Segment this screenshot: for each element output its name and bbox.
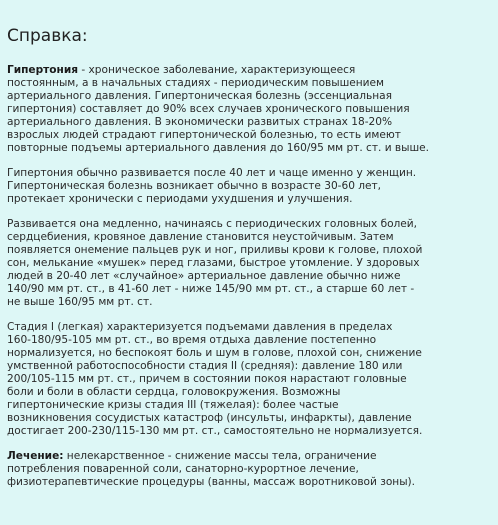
text-line: гипертонические кризы стадия III (тяжелая): более частые [7,399,339,411]
text-line: боли и боли в области сердца, головокружения. Возможны [7,386,341,398]
treatment-first-line [7,450,492,463]
text-line: артериального давления. В экономически развитых странах 18-20% [7,116,393,128]
text-line: Гипертония обычно развивается после 40 лет и чаще именно у женщин. [7,167,417,179]
text-line: гипертония) составляет до 90% всех случаев хронического повышения [7,103,410,115]
text-line: артериального давления. Гипертоническая болезнь (эссенциальная [7,90,392,102]
text-line: сон, мелькание «мушек» перед глазами, быстрое утомление. У здоровых [7,257,420,269]
text-line: физиотерапевтические процедуры (ванны, массаж воротниковой зоны). [7,476,416,488]
text-line: потребления поваренной соли, санаторно-курортное лечение, [7,463,359,475]
text-line: постоянным, а в начальных стадиях - периодическим повышением [7,77,385,89]
text-line: не выше 160/95 мм рт. ст. [7,296,153,308]
term-hypertension: Гипертония [7,64,79,76]
text-line: протекает хронически с периодами ухудшения и улучшения. [7,193,353,205]
text-line: людей в 20-40 лет «случайное» артериальное давление обычно ниже [7,270,401,282]
term-treatment: Лечение: [7,450,64,462]
text-line: сердцебиения, кровяное давление становится неустойчивым. Затем [7,231,394,243]
text-line: нормализуется, но беспокоят боль и шум в голове, плохой сон, снижение [7,347,422,359]
text-line: - хроническое заболевание, характеризующееся [78,64,356,76]
text-line: повторные подъемы артериального давления до 160/95 мм рт. ст. и выше. [7,142,429,154]
paragraph-treatment [7,450,492,489]
text-line: появляется онемение пальцев рук и ног, приливы крови к голове, плохой [7,244,423,256]
text-line: Развивается она медленно, начинаясь с периодических головных болей, [7,218,418,230]
text-line: возникновения сосудистых катастроф (инсульты, инфаркты), давление [7,412,412,424]
text-line: 160-180/95-105 мм рт. ст., во время отдыха давление постепенно [7,334,377,346]
text-line: нелекарственное - снижение массы тела, ограничение [63,450,377,462]
text-line: 140/90 мм рт. ст., в 41-60 лет - ниже 145/90 мм рт. ст., а старше 60 лет - [7,283,415,295]
text-line: достигает 200-230/115-130 мм рт. ст., самостоятельно не нормализуется. [7,425,423,437]
paragraph-definition [7,64,492,155]
definition-first-line [7,64,492,77]
text-line: умственной работоспособности стадия II (средняя): давление 180 или [7,360,403,372]
text-line: 200/105-115 мм рт. ст., причем в состоянии покоя нарастают головные [7,373,407,385]
paragraph-onset [7,167,492,206]
page-title: Справка: [7,26,88,46]
text-line: Гипертоническая болезнь возникает обычно в возрасте 30-60 лет, [7,180,382,192]
text-line: Стадия I (легкая) характеризуется подъемами давления в пределах [7,321,393,333]
paragraph-stages [7,321,492,438]
paragraph-symptoms [7,218,492,309]
text-line: взрослых людей страдают гипертонической болезнью, то есть имеют [7,129,401,141]
